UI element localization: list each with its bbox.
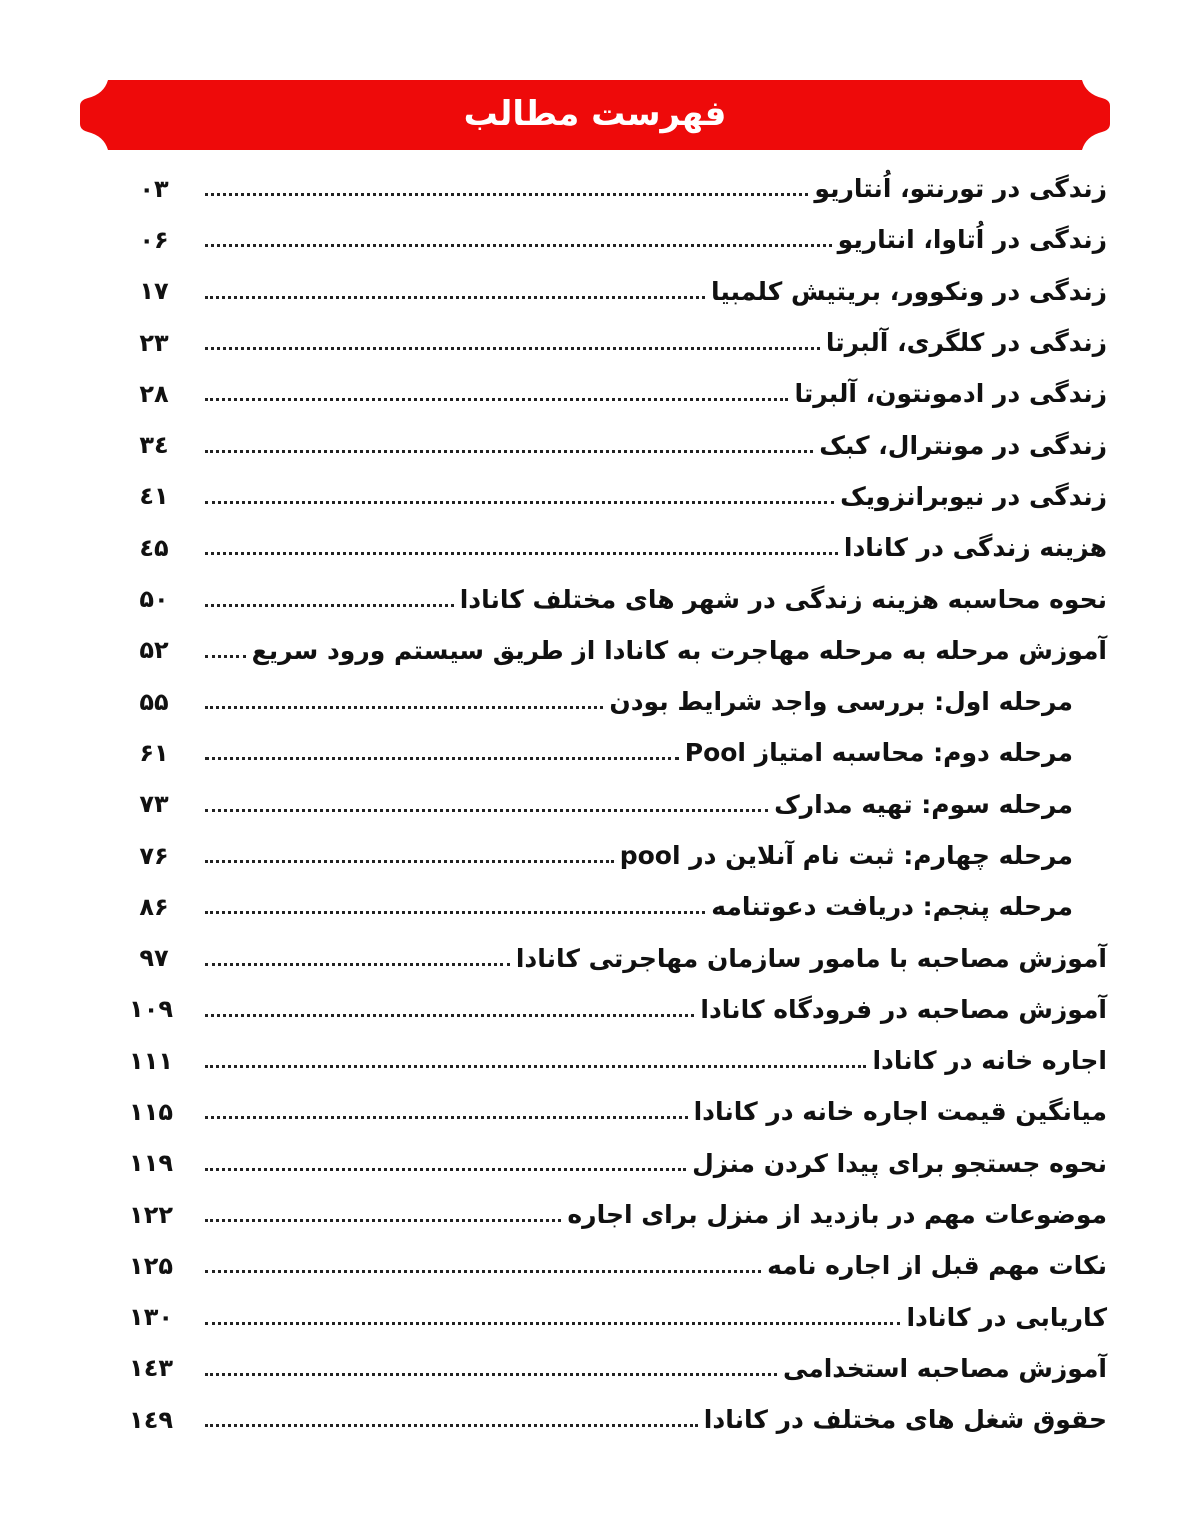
- toc-page-number: ۱۱۹: [129, 1149, 173, 1178]
- toc-entry[interactable]: [135, 163, 1107, 214]
- toc-page-number: ۸۶: [139, 892, 169, 921]
- toc-page-number: ۲۳: [139, 328, 169, 357]
- toc-page-number: ۱۲۵: [129, 1251, 173, 1280]
- toc-entry-title: آموزش مصاحبه با مامور سازمان مهاجرتی کانادا: [515, 943, 1107, 973]
- toc-page-number: ۳٤: [139, 431, 169, 460]
- toc-entry[interactable]: [129, 1086, 1107, 1137]
- toc-page-number: ۱۱۱: [129, 1046, 173, 1075]
- toc-entry-title: زندگی در اُتاوا، انتاریو: [837, 225, 1107, 255]
- toc-entry-title: آموزش مرحله به مرحله مهاجرت به کانادا از طریق سیستم ورود سریع: [251, 635, 1107, 665]
- toc-entry[interactable]: [135, 727, 1107, 778]
- dot-leader-line: [205, 1116, 688, 1119]
- toc-page-number: ۷۶: [139, 841, 169, 870]
- toc-page-number: ۱۷: [139, 277, 169, 306]
- toc-entry[interactable]: [135, 522, 1107, 573]
- dot-leader-line: [205, 1270, 761, 1273]
- toc-entry[interactable]: [135, 676, 1107, 727]
- toc-entry[interactable]: [135, 830, 1107, 881]
- toc-entry[interactable]: [129, 1189, 1107, 1240]
- dot-leader-line: [205, 347, 820, 350]
- dot-leader-line: [205, 1424, 698, 1427]
- dot-leader-line: [205, 450, 813, 453]
- toc-entry-title: هزینه زندگی در کانادا: [843, 533, 1107, 563]
- dot-leader: [205, 225, 832, 255]
- dot-leader: [205, 174, 808, 204]
- dot-leader: [205, 328, 820, 358]
- toc-page-number: ۵۵: [139, 687, 169, 716]
- toc-entry-title: مرحله چهارم: ثبت نام آنلاین در pool: [619, 841, 1073, 870]
- page-title: فهرست مطالب: [463, 94, 727, 134]
- dot-leader-line: [205, 1168, 686, 1171]
- toc-page-number: ۱٤۳: [129, 1354, 173, 1383]
- dot-leader-line: [205, 1219, 561, 1222]
- dot-leader: [205, 1302, 900, 1332]
- toc-entry-title: زندگی در ونکوور، بریتیش کلمبیا: [710, 276, 1107, 306]
- toc-page-number: ۱۲۲: [129, 1200, 173, 1229]
- dot-leader: [205, 584, 454, 614]
- toc-entry-title: زندگی در ادمونتون، آلبرتا: [794, 379, 1107, 409]
- toc-page-number: ۵۲: [139, 636, 169, 665]
- dot-leader: [205, 533, 838, 563]
- dot-leader: [205, 1046, 866, 1076]
- toc-page-number: ۲۸: [139, 379, 169, 408]
- dot-leader: [205, 841, 614, 871]
- toc-entry[interactable]: [129, 1240, 1107, 1291]
- dot-leader-line: [205, 1065, 866, 1068]
- toc-entry-title: مرحله سوم: تهیه مدارک: [774, 789, 1073, 819]
- dot-leader: [205, 738, 679, 768]
- toc-page-number: ۶۱: [139, 738, 169, 767]
- toc-page-number: ٤۵: [139, 533, 169, 562]
- toc-entry-title: نحوه جستجو برای پیدا کردن منزل: [692, 1148, 1107, 1178]
- dot-leader: [205, 687, 603, 717]
- toc-entry-title: زندگی در کلگری، آلبرتا: [825, 328, 1107, 358]
- dot-leader-line: [205, 655, 246, 658]
- toc-entry-title: مرحله اول: بررسی واجد شرایط بودن: [609, 687, 1073, 717]
- toc-entry[interactable]: [135, 368, 1107, 419]
- dot-leader: [205, 430, 813, 460]
- toc-page-number: ۱۳۰: [129, 1303, 173, 1332]
- toc-entry-title: آموزش مصاحبه در فرودگاه کانادا: [700, 994, 1107, 1024]
- dot-leader-line: [205, 911, 705, 914]
- toc-entry-title: مرحله پنجم: دریافت دعوتنامه: [711, 892, 1073, 922]
- toc-page-number: ۱۰۹: [129, 995, 173, 1024]
- toc-entry[interactable]: [135, 573, 1107, 624]
- toc-entry-title: میانگین قیمت اجاره خانه در کانادا: [693, 1097, 1107, 1127]
- toc-entry-title: اجاره خانه در کانادا: [872, 1046, 1107, 1076]
- toc-entry[interactable]: [129, 1035, 1107, 1086]
- toc-entry[interactable]: [129, 1292, 1107, 1343]
- dot-leader-line: [205, 1373, 777, 1376]
- toc-page-number: ۹۷: [139, 944, 169, 973]
- dot-leader: [205, 892, 705, 922]
- dot-leader-line: [205, 1014, 694, 1017]
- toc-page-number: ۰۳: [139, 174, 169, 203]
- dot-leader-line: [205, 501, 834, 504]
- dot-leader: [205, 943, 510, 973]
- dot-leader: [205, 1251, 761, 1281]
- dot-leader-line: [205, 398, 788, 401]
- dot-leader: [205, 1353, 777, 1383]
- dot-leader: [205, 635, 246, 665]
- dot-leader-line: [205, 193, 808, 196]
- toc-entry[interactable]: [129, 1394, 1107, 1445]
- dot-leader: [205, 276, 705, 306]
- toc-entry[interactable]: [129, 1343, 1107, 1394]
- toc-page-number: ۱٤۹: [129, 1405, 173, 1434]
- toc-entry-title: زندگی در تورنتو، اُنتاریو: [814, 174, 1107, 204]
- toc-entry-title: زندگی در نیوبرانزویک: [840, 481, 1107, 511]
- toc-entry-title: مرحله دوم: محاسبه امتیاز Pool: [684, 738, 1073, 768]
- toc-entry[interactable]: [135, 214, 1107, 265]
- dot-leader-line: [205, 1322, 900, 1325]
- toc-entry[interactable]: [135, 317, 1107, 368]
- toc-page-number: ۷۳: [139, 790, 169, 819]
- toc-entry-title: نحوه محاسبه هزینه زندگی در شهر های مختلف کانادا: [459, 584, 1107, 614]
- dot-leader-line: [205, 860, 614, 863]
- dot-leader: [205, 1200, 561, 1230]
- toc-entry[interactable]: [135, 881, 1107, 932]
- dot-leader-line: [205, 244, 832, 247]
- toc-entry[interactable]: [135, 419, 1107, 470]
- dot-leader-line: [205, 296, 705, 299]
- dot-leader-line: [205, 757, 679, 760]
- toc-page-number: ٤۱: [139, 482, 169, 511]
- dot-leader-line: [205, 604, 454, 607]
- toc-entry[interactable]: [135, 266, 1107, 317]
- dot-leader: [205, 994, 694, 1024]
- dot-leader-line: [205, 706, 603, 709]
- dot-leader: [205, 481, 834, 511]
- toc-entry[interactable]: [135, 779, 1107, 830]
- toc-page-number: ۵۰: [139, 585, 169, 614]
- dot-leader-line: [205, 963, 510, 966]
- toc-entry-title: آموزش مصاحبه استخدامی: [782, 1353, 1107, 1383]
- dot-leader: [205, 379, 788, 409]
- toc-entry-title: حقوق شغل های مختلف در کانادا: [703, 1405, 1107, 1435]
- toc-entry[interactable]: [135, 932, 1107, 983]
- toc-entry[interactable]: [129, 984, 1107, 1035]
- toc-entry[interactable]: [135, 471, 1107, 522]
- toc-entry-title: کاریابی در کانادا: [906, 1302, 1107, 1332]
- dot-leader: [205, 789, 768, 819]
- toc-page-number: ۰۶: [139, 225, 169, 254]
- toc-page-number: ۱۱۵: [129, 1097, 173, 1126]
- toc-entry[interactable]: [129, 1138, 1107, 1189]
- toc-entry[interactable]: [135, 625, 1107, 676]
- dot-leader: [205, 1097, 688, 1127]
- dot-leader-line: [205, 552, 838, 555]
- toc-entry-title: موضوعات مهم در بازدید از منزل برای اجاره: [567, 1200, 1107, 1230]
- toc-entry-title: زندگی در مونترال، کبک: [819, 430, 1107, 460]
- table-of-contents: [129, 163, 1107, 1445]
- dot-leader-line: [205, 809, 768, 812]
- dot-leader: [205, 1405, 698, 1435]
- title-banner: [80, 80, 1110, 150]
- toc-entry-title: نکات مهم قبل از اجاره نامه: [767, 1251, 1107, 1281]
- dot-leader: [205, 1148, 686, 1178]
